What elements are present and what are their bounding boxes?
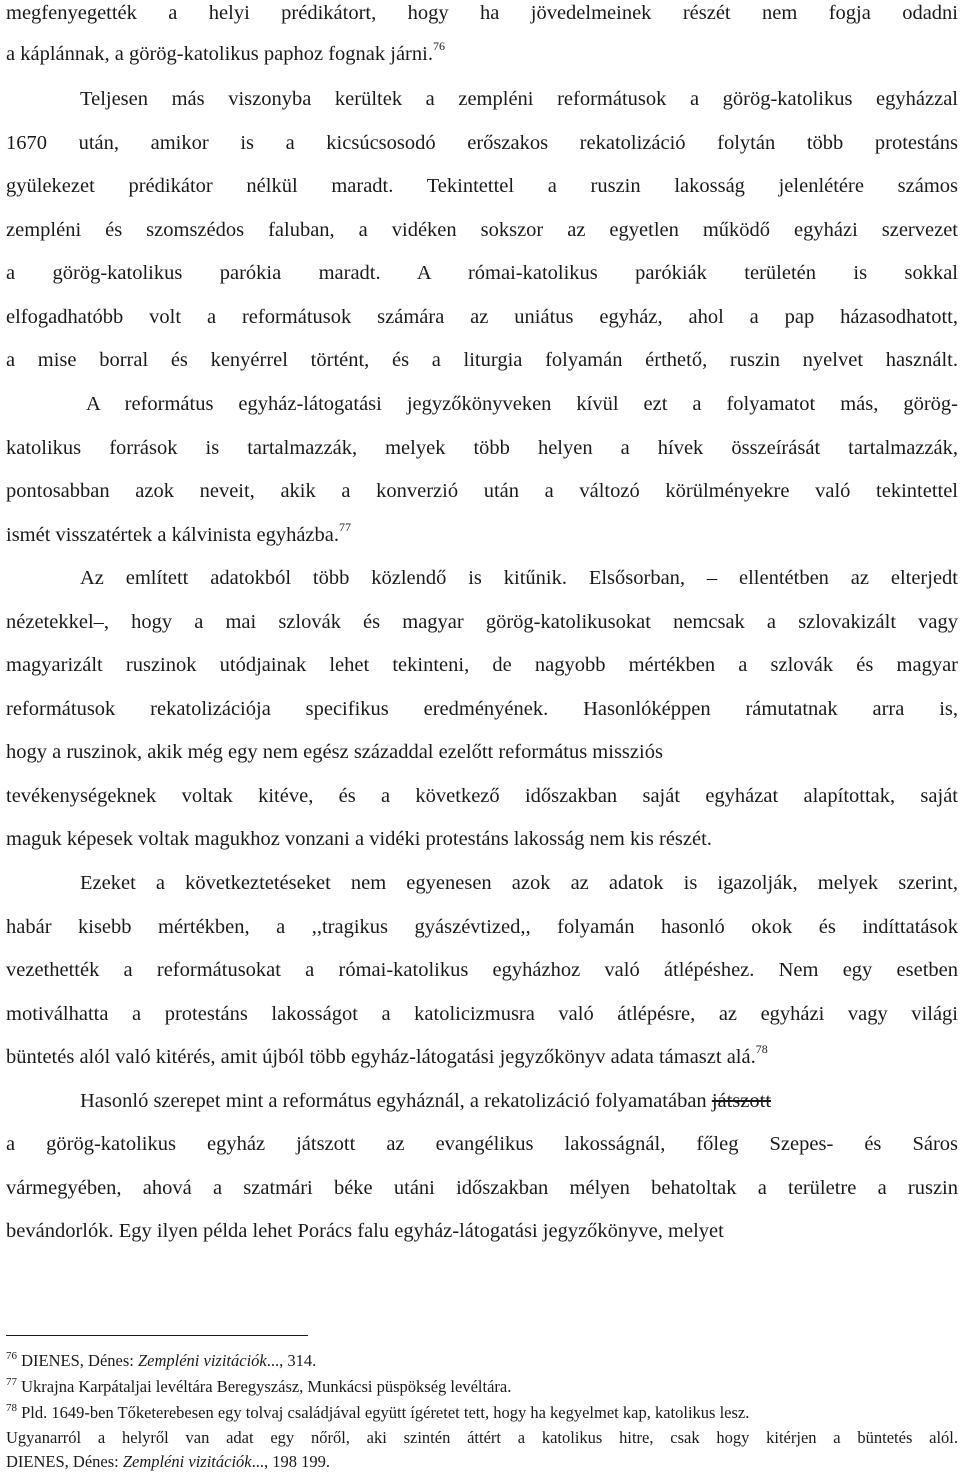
body-line-1: megfenyegették a helyi prédikátort, hogy ha jövedelmeinek részét nem fogja odadni	[6, 2, 958, 24]
footnote-78-title: Zempléni vizitációk	[122, 1452, 252, 1471]
footnote-78-author: DIENES, Dénes:	[6, 1452, 123, 1471]
body-line-6: zempléni és szomszédos faluban, a vidéken sokszor az egyetlen működő egyházi szervezet	[6, 219, 958, 241]
body-line-9: a mise borral és kenyérrel történt, és a liturgia folyamán érthető, ruszin nyelvet használt.	[6, 349, 958, 371]
body-line-2-text: a káplánnak, a görög-katolikus paphoz fognak járni.	[6, 43, 433, 65]
body-line-15: nézetekkel–, hogy a mai szlovák és magyar görög-katolikusokat nemcsak a szlovakizált vagy	[6, 611, 958, 633]
body-line-4: 1670 után, amikor is a kicsúcsosodó erőszakos rekatolizáció folytán több protestáns	[6, 132, 958, 154]
struck-word: játszott	[711, 1090, 772, 1112]
footnote-78-line-3	[6, 1452, 958, 1472]
footnote-78-number: 78	[6, 1402, 17, 1414]
footnote-78-text: Pld. 1649-ben Tőketerebesen egy tolvaj családjával együtt ígéretet tett, hogy ha kegyelmet kap, katolikus lesz.	[17, 1403, 750, 1422]
footnote-76-page: ..., 314.	[266, 1351, 317, 1370]
body-line-26-text: Hasonló szerepet mint a református egyháznál, a rekatolizáció folyamatában	[80, 1090, 712, 1112]
body-line-2	[6, 41, 958, 67]
footnote-76	[6, 1351, 958, 1371]
body-line-7: a görög-katolikus parókia maradt. A római-katolikus parókiák területén is sokkal	[6, 262, 958, 284]
body-line-20: maguk képesek voltak magukhoz vonzani a vidéki protestáns lakosság nem kis részét.	[6, 828, 712, 850]
footnote-78-pages: ..., 198 199.	[251, 1452, 330, 1471]
footnote-78-line-2: Ugyanarról a helyről van adat egy nőről, aki szintén áttért a katolikus hitre, csak hogy kitérjen a büntetés alól.	[6, 1428, 958, 1447]
body-line-11: katolikus források is tartalmazzák, melyek több helyen a hívek összeírását tartalmazzák,	[6, 437, 958, 459]
footnote-ref-76: 76	[432, 39, 445, 53]
body-line-29: bevándorlók. Egy ilyen példa lehet Porács falu egyház-látogatási jegyzőkönyve, melyet	[6, 1220, 724, 1242]
footnote-77-text: Ukrajna Karpátaljai levéltára Beregyszász, Munkácsi püspökség levéltára.	[17, 1377, 512, 1396]
body-line-25-text: büntetés alól való kitérés, amit újból több egyház-látogatási jegyzőkönyv adata támaszt alá.	[6, 1046, 756, 1068]
footnote-77-number: 77	[6, 1376, 17, 1388]
body-line-27: a görög-katolikus egyház játszott az evangélikus lakosságnál, főleg Szepes- és Sáros	[6, 1133, 958, 1155]
footnote-76-number: 76	[6, 1350, 17, 1362]
footnote-77	[6, 1377, 958, 1397]
body-line-8: elfogadhatóbb volt a reformátusok számára az uniátus egyház, ahol a pap házasodhatott,	[6, 306, 958, 328]
body-line-18: hogy a ruszinok, akik még egy nem egész századdal ezelőtt református missziós	[6, 741, 663, 763]
body-line-19: tevékenységeknek voltak kitéve, és a következő időszakban saját egyházat alapítottak, saját	[6, 785, 958, 807]
body-line-16: magyarizált ruszinok utódjainak lehet tekinteni, de nagyobb mértékben a szlovák és magyar	[6, 654, 958, 676]
footnote-76-author: DIENES, Dénes:	[17, 1351, 138, 1370]
body-line-13-text: ismét visszatértek a kálvinista egyházba.	[6, 524, 340, 546]
footnote-ref-78: 78	[755, 1042, 768, 1056]
body-line-25	[6, 1044, 958, 1070]
footnote-78	[6, 1403, 958, 1423]
body-line-23: vezethették a reformátusokat a római-katolikus egyházhoz való átlépéshez. Nem egy esetben	[6, 959, 958, 981]
body-line-13	[6, 522, 958, 548]
body-line-28: vármegyében, ahová a szatmári béke utáni időszakban mélyen behatoltak a területre a ruszin	[6, 1177, 958, 1199]
footnote-ref-77: 77	[339, 520, 352, 534]
body-line-26	[80, 1088, 958, 1114]
body-line-24: motiválhatta a protestáns lakosságot a katolicizmusra való átlépésre, az egyházi vagy világi	[6, 1003, 958, 1025]
body-line-10: A református egyház-látogatási jegyzőkönyveken kívül ezt a folyamatot más, görög-	[86, 393, 958, 415]
body-line-12: pontosabban azok neveit, akik a konverzió után a változó körülményekre való tekintettel	[6, 480, 958, 502]
footnote-separator	[6, 1335, 308, 1336]
body-line-21: Ezeket a következtetéseket nem egyenesen azok az adatok is igazolják, melyek szerint,	[80, 872, 958, 894]
body-line-5: gyülekezet prédikátor nélkül maradt. Tekintettel a ruszin lakosság jelenlétére számos	[6, 175, 958, 197]
body-line-17: reformátusok rekatolizációja specifikus eredményének. Hasonlóképpen rámutatnak arra is,	[6, 698, 958, 720]
footnote-76-title: Zempléni vizitációk	[137, 1351, 267, 1370]
body-line-3: Teljesen más viszonyba kerültek a zempléni reformátusok a görög-katolikus egyházzal	[80, 88, 958, 110]
body-line-14: Az említett adatokból több közlendő is kitűnik. Elsősorban, – ellentétben az elterjedt	[80, 567, 958, 589]
body-line-22: habár kisebb mértékben, a ,,tragikus gyászévtized,, folyamán hasonló okok és indíttatások	[6, 916, 958, 938]
